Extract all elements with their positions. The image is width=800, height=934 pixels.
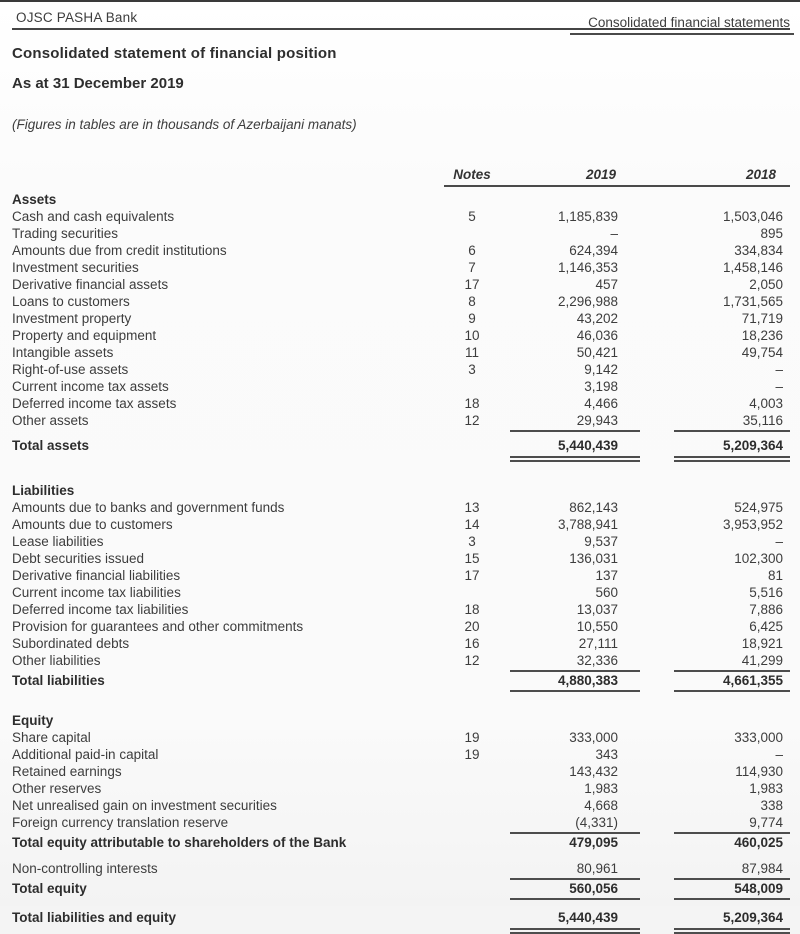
- row-value-2018: 524,975: [734, 500, 783, 515]
- table-row: [12, 412, 790, 432]
- row-value-2019: 137: [595, 568, 618, 583]
- row-label: Amounts due to banks and government funds: [12, 500, 285, 515]
- row-value-2019: 46,036: [576, 328, 618, 343]
- table-row: [12, 652, 790, 672]
- table-row: [12, 746, 790, 763]
- row-note: 14: [464, 517, 480, 532]
- row-label: Investment securities: [12, 260, 139, 275]
- row-value-2018: 338: [760, 798, 783, 813]
- table-row: [12, 533, 790, 550]
- table-spacer: [12, 692, 790, 712]
- row-value-2019: 50,421: [576, 345, 618, 360]
- row-value-2018: –: [775, 747, 783, 762]
- table-row: [12, 780, 790, 797]
- row-label: Non-controlling interests: [12, 861, 158, 876]
- row-value-2019: (4,331): [500, 814, 640, 834]
- table-row: [12, 437, 790, 462]
- table-body: [12, 191, 790, 934]
- row-value-2019: 4,668: [584, 798, 618, 813]
- table-row: [12, 310, 790, 327]
- statement-date: As at 31 December 2019: [12, 75, 184, 92]
- row-value-2018: –: [775, 534, 783, 549]
- row-label: Subordinated debts: [12, 636, 130, 651]
- column-header-2019: 2019: [500, 166, 640, 187]
- row-value-2019: 2,296,988: [557, 294, 618, 309]
- row-note: 6: [468, 243, 476, 258]
- row-label: Right-of-use assets: [12, 362, 129, 377]
- row-value-2019: 1,185,839: [557, 209, 618, 224]
- row-value-2018: 3,953,952: [722, 517, 783, 532]
- row-label: Other assets: [12, 413, 89, 428]
- table-row: [12, 242, 790, 259]
- row-label: Share capital: [12, 730, 91, 745]
- table-spacer: [12, 900, 790, 909]
- row-label: Total assets: [12, 438, 90, 453]
- row-value-2018: 41,299: [640, 652, 790, 672]
- table-row: [12, 344, 790, 361]
- row-label: Derivative financial assets: [12, 277, 169, 292]
- currency-note: (Figures in tables are in thousands of Azerbaijani manats): [12, 117, 357, 132]
- table-row: [12, 618, 790, 635]
- row-value-2019: 13,037: [576, 602, 618, 617]
- row-value-2019: 43,202: [576, 311, 618, 326]
- header-report-type: Consolidated financial statements: [570, 15, 794, 35]
- row-note: 19: [464, 747, 480, 762]
- row-value-2019: 343: [595, 747, 618, 762]
- row-note: 11: [464, 345, 479, 360]
- table-row: [12, 293, 790, 310]
- row-note: 12: [464, 413, 480, 428]
- row-label: Property and equipment: [12, 328, 157, 343]
- row-label: Assets: [12, 192, 57, 207]
- row-value-2018: 333,000: [734, 730, 783, 745]
- row-value-2018: 1,503,046: [722, 209, 783, 224]
- header-company-name: OJSC PASHA Bank: [16, 10, 138, 25]
- table-row: [12, 860, 790, 880]
- row-note: 9: [468, 311, 476, 326]
- row-value-2018: 1,983: [749, 781, 783, 796]
- row-value-2018: 102,300: [734, 551, 783, 566]
- table-row: [12, 208, 790, 225]
- row-value-2018: 7,886: [749, 602, 783, 617]
- table-row: [12, 584, 790, 601]
- row-value-2019: 560,056: [500, 880, 640, 900]
- row-note: 12: [464, 653, 480, 668]
- table-row: [12, 672, 790, 692]
- financial-position-table: [12, 166, 790, 934]
- table-header-row: [12, 166, 790, 187]
- row-label: Other reserves: [12, 781, 102, 796]
- row-label: Intangible assets: [12, 345, 114, 360]
- row-note: 18: [464, 602, 480, 617]
- row-label: Total liabilities: [12, 673, 105, 688]
- row-value-2018: 5,209,364: [640, 909, 790, 934]
- row-value-2019: 29,943: [500, 412, 640, 432]
- row-value-2019: 27,111: [578, 636, 618, 651]
- row-value-2019: 560: [595, 585, 618, 600]
- table-row: [12, 550, 790, 567]
- table-row: [12, 797, 790, 814]
- section-header-row: [12, 191, 790, 208]
- row-label: Trading securities: [12, 226, 119, 241]
- row-note: 19: [464, 730, 480, 745]
- row-value-2018: 2,050: [749, 277, 783, 292]
- row-value-2018: 87,984: [640, 860, 790, 880]
- row-value-2019: –: [610, 226, 618, 241]
- row-value-2019: 5,440,439: [500, 437, 640, 462]
- row-value-2019: 1,983: [584, 781, 618, 796]
- row-label: Lease liabilities: [12, 534, 104, 549]
- table-row: [12, 763, 790, 780]
- table-row: [12, 814, 790, 834]
- row-value-2018: 81: [767, 568, 783, 583]
- row-value-2018: 460,025: [734, 835, 783, 850]
- row-note: 17: [464, 568, 480, 583]
- row-value-2018: 114,930: [735, 764, 783, 779]
- row-note: 3: [468, 362, 476, 377]
- table-row: [12, 567, 790, 584]
- row-value-2019: 4,880,383: [500, 672, 640, 692]
- row-value-2018: 18,236: [741, 328, 783, 343]
- column-header-2018: 2018: [640, 166, 790, 187]
- row-value-2018: 4,003: [749, 396, 783, 411]
- row-label: Derivative financial liabilities: [12, 568, 181, 583]
- row-value-2019: 457: [595, 277, 618, 292]
- row-value-2018: 334,834: [734, 243, 783, 258]
- row-value-2018: 6,425: [749, 619, 783, 634]
- row-value-2019: 333,000: [569, 730, 618, 745]
- row-note: 15: [464, 551, 480, 566]
- row-value-2018: 5,516: [749, 585, 783, 600]
- row-label: Cash and cash equivalents: [12, 209, 175, 224]
- row-note: 17: [464, 277, 480, 292]
- table-row: [12, 378, 790, 395]
- row-label: Current income tax assets: [12, 379, 169, 394]
- row-label: Other liabilities: [12, 653, 101, 668]
- table-row: [12, 909, 790, 934]
- row-value-2019: 9,142: [584, 362, 618, 377]
- row-value-2019: 32,336: [500, 652, 640, 672]
- row-label: Provision for guarantees and other commitments: [12, 619, 304, 634]
- row-value-2019: 143,432: [569, 764, 618, 779]
- row-value-2018: 4,661,355: [640, 672, 790, 692]
- table-row: [12, 259, 790, 276]
- column-header-notes: Notes: [444, 166, 500, 187]
- section-header-row: [12, 482, 790, 499]
- row-label: Debt securities issued: [12, 551, 145, 566]
- table-row: [12, 729, 790, 746]
- row-note: 8: [468, 294, 476, 309]
- row-label: Deferred income tax liabilities: [12, 602, 189, 617]
- row-note: 7: [468, 260, 476, 275]
- row-label: Total liabilities and equity: [12, 910, 177, 925]
- row-value-2019: 3,788,941: [557, 517, 618, 532]
- table-row: [12, 327, 790, 344]
- table-row: [12, 601, 790, 618]
- table-row: [12, 361, 790, 378]
- row-label: Total equity attributable to shareholders of the Bank: [12, 835, 347, 850]
- row-label: Net unrealised gain on investment securities: [12, 798, 277, 813]
- row-value-2018: 1,458,146: [722, 260, 783, 275]
- table-row: [12, 225, 790, 242]
- row-value-2018: 548,009: [640, 880, 790, 900]
- table-row: [12, 395, 790, 412]
- page-header: [12, 8, 790, 30]
- row-value-2018: 9,774: [640, 814, 790, 834]
- row-note: 16: [464, 636, 480, 651]
- row-value-2018: 71,719: [741, 311, 783, 326]
- row-label: Additional paid-in capital: [12, 747, 159, 762]
- row-label: Liabilities: [12, 483, 75, 498]
- table-row: [12, 880, 790, 900]
- row-label: Retained earnings: [12, 764, 122, 779]
- row-label: Equity: [12, 713, 54, 728]
- row-value-2019: 5,440,439: [500, 909, 640, 934]
- row-value-2018: 1,731,565: [722, 294, 783, 309]
- row-label: Total equity: [12, 881, 87, 896]
- row-note: 10: [464, 328, 480, 343]
- row-value-2019: 3,198: [584, 379, 618, 394]
- row-label: Amounts due to customers: [12, 517, 173, 532]
- row-note: 13: [464, 500, 480, 515]
- row-value-2019: 80,961: [500, 860, 640, 880]
- row-value-2019: 10,550: [576, 619, 618, 634]
- row-value-2019: 624,394: [569, 243, 618, 258]
- row-value-2018: –: [775, 379, 783, 394]
- row-value-2019: 136,031: [569, 551, 618, 566]
- row-value-2018: 5,209,364: [640, 437, 790, 462]
- row-note: 20: [464, 619, 480, 634]
- row-note: 3: [468, 534, 476, 549]
- row-label: Foreign currency translation reserve: [12, 815, 229, 830]
- table-spacer: [12, 851, 790, 860]
- table-spacer: [12, 462, 790, 482]
- row-value-2018: –: [775, 362, 783, 377]
- row-label: Amounts due from credit institutions: [12, 243, 227, 258]
- row-value-2019: 9,537: [584, 534, 618, 549]
- table-row: [12, 834, 790, 851]
- row-label: Current income tax liabilities: [12, 585, 181, 600]
- row-note: 18: [464, 396, 480, 411]
- row-value-2019: 1,146,353: [557, 260, 618, 275]
- row-value-2018: 18,921: [741, 636, 783, 651]
- table-row: [12, 516, 790, 533]
- table-row: [12, 499, 790, 516]
- row-value-2018: 895: [760, 226, 783, 241]
- row-value-2019: 4,466: [584, 396, 618, 411]
- table-row: [12, 276, 790, 293]
- row-value-2018: 35,116: [640, 412, 790, 432]
- table-row: [12, 635, 790, 652]
- row-value-2018: 49,754: [741, 345, 783, 360]
- row-label: Loans to customers: [12, 294, 130, 309]
- statement-title: Consolidated statement of financial position: [12, 45, 337, 62]
- row-label: Investment property: [12, 311, 132, 326]
- row-value-2019: 479,095: [569, 835, 618, 850]
- row-note: 5: [468, 209, 476, 224]
- row-value-2019: 862,143: [569, 500, 618, 515]
- section-header-row: [12, 712, 790, 729]
- row-label: Deferred income tax assets: [12, 396, 177, 411]
